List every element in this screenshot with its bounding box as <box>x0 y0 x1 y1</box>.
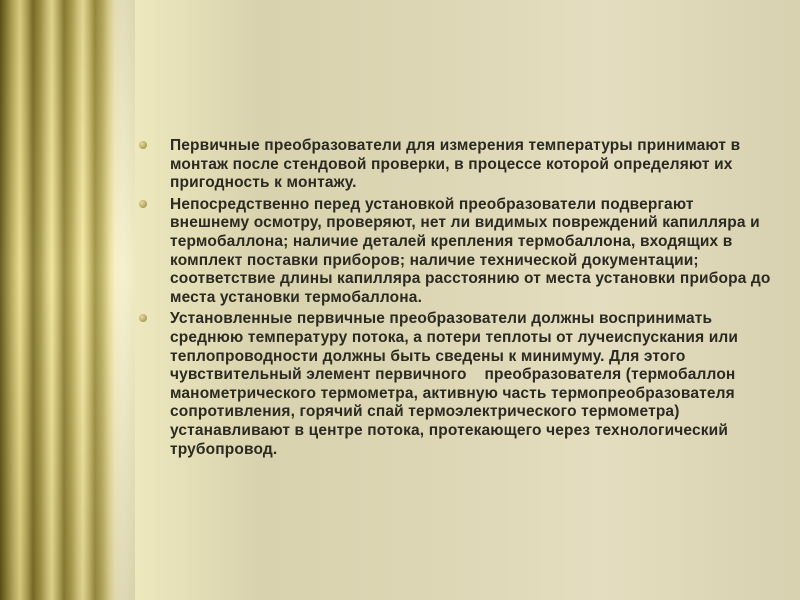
bullet-text: Непосредственно перед установкой преобразователи подвергают внешнему осмотру, проверяют, нет ли видимых повреждений капилляра и термобаллона; наличие деталей крепления термобаллона, входящих в комплект поставки приборов; наличие технической документации; соответствие длины капилляра расстоянию от места установки прибора до места установки термобаллона. <box>170 195 771 306</box>
curtain-shading <box>0 0 135 600</box>
bullet-text: Установленные первичные преобразователи должны воспринимать среднюю температуру потока, а потери теплоты от лучеиспускания или теплопроводности должны быть сведены к минимуму. Для этого чувствительный элемент первичного преобразователя (термобаллон манометрического термометра, активную часть термопреобразователя сопротивления, горячий спай термоэлектрического термометра) устанавливают в центре потока, протекающего через технологический трубопровод. <box>170 310 743 458</box>
bullet-dot-icon <box>139 200 147 208</box>
bullet-dot-icon <box>139 314 147 322</box>
bullet-item <box>136 137 776 193</box>
bullet-list <box>136 137 776 459</box>
bullet-dot-icon <box>139 141 147 149</box>
bullet-item <box>136 196 776 308</box>
bullet-text: Первичные преобразователи для измерения температуры принимают в монтаж после стендовой проверки, в процессе которой определяют их пригодность к монтажу. <box>170 137 741 192</box>
slide-content <box>136 137 776 462</box>
bullet-item <box>136 310 776 459</box>
